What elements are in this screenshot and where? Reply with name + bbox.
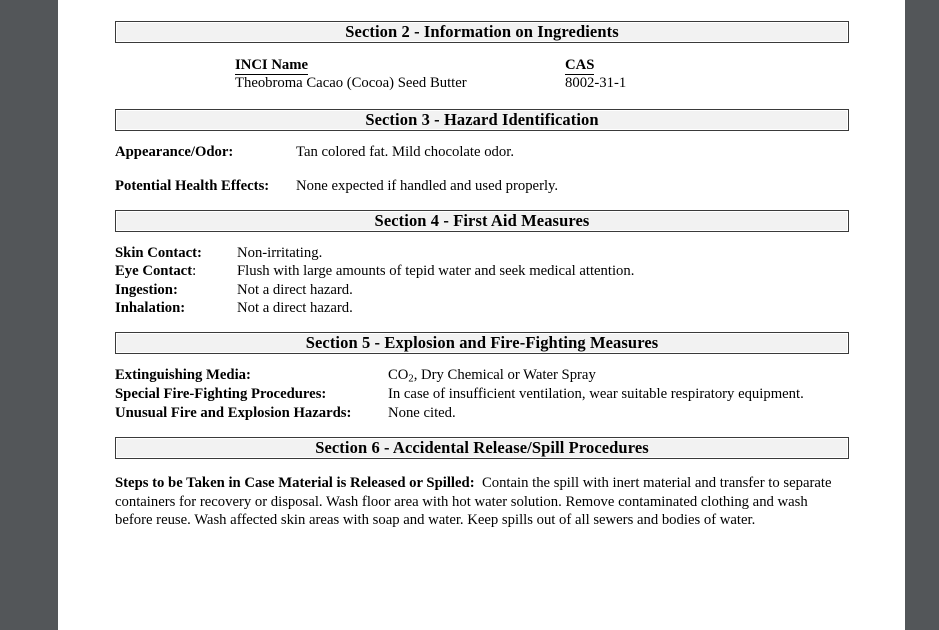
special-fire-fighting-procedures-label: Special Fire-Fighting Procedures: <box>115 386 327 403</box>
unusual-fire-explosion-hazards-value: None cited. <box>388 404 456 421</box>
potential-health-effects-value: None expected if handled and used properly. <box>296 177 559 194</box>
skin-contact-value: Non-irritating. <box>237 245 323 262</box>
potential-health-effects-label: Potential Health Effects: <box>115 177 270 194</box>
spill-procedures-paragraph <box>115 474 846 530</box>
extinguishing-media-label: Extinguishing Media: <box>115 367 251 383</box>
ingredient-name-value: Theobroma Cacao (Cocoa) Seed Butter <box>235 75 467 92</box>
hazard-identification-list <box>115 143 849 195</box>
list-item <box>115 143 849 161</box>
list-item <box>115 262 849 280</box>
spacer-after-section-3 <box>115 195 849 210</box>
appearance-odor-value: Tan colored fat. Mild chocolate odor. <box>296 143 514 160</box>
spill-procedures-label: Steps to be Taken in Case Material is Released or Spilled: <box>115 474 475 491</box>
section-header-2: Section 2 - Information on Ingredients <box>115 21 849 43</box>
inhalation-value: Not a direct hazard. <box>237 299 353 316</box>
column-header-inci-name: INCI Name <box>235 57 308 75</box>
table-header-row <box>235 57 849 75</box>
fire-fighting-measures-list <box>115 366 849 422</box>
extinguishing-media-value-prefix: CO <box>388 367 409 383</box>
extinguishing-media-value-subscript: 2 <box>408 373 414 385</box>
inhalation-label: Inhalation: <box>115 299 186 316</box>
list-item <box>115 177 849 195</box>
extinguishing-media-value <box>388 366 849 385</box>
table-col-cas <box>565 57 765 75</box>
list-item <box>115 366 849 385</box>
section-header-4: Section 4 - First Aid Measures <box>115 210 849 232</box>
table-cell-inci-name <box>235 75 565 92</box>
eye-contact-label <box>115 262 237 280</box>
section-header-5: Section 5 - Explosion and Fire-Fighting Measures <box>115 332 849 354</box>
cas-number-value: 8002-31-1 <box>565 75 627 92</box>
eye-contact-value: Flush with large amounts of tepid water and seek medical attention. <box>237 263 635 280</box>
spacer-after-section-5 <box>115 422 849 437</box>
table-cell-cas <box>565 75 765 92</box>
page-content <box>115 21 849 530</box>
section-header-3: Section 3 - Hazard Identification <box>115 109 849 131</box>
table-col-inci-name <box>235 57 565 75</box>
document-page <box>58 0 905 630</box>
list-item <box>115 299 849 317</box>
list-item <box>115 244 849 262</box>
list-item <box>115 385 849 403</box>
spacer-after-section-4 <box>115 317 849 332</box>
eye-contact-label-colon: : <box>192 263 197 280</box>
ingestion-value: Not a direct hazard. <box>237 281 353 298</box>
eye-contact-label-text: Eye Contact <box>115 263 193 280</box>
appearance-odor-label: Appearance/Odor: <box>115 143 234 160</box>
list-item <box>115 404 849 422</box>
column-header-cas: CAS <box>565 57 594 75</box>
table-row <box>235 75 849 92</box>
skin-contact-label: Skin Contact: <box>115 245 202 262</box>
special-fire-fighting-procedures-value: In case of insufficient ventilation, wear suitable respiratory equipment. <box>388 386 804 403</box>
ingestion-label: Ingestion: <box>115 281 178 298</box>
section-header-6: Section 6 - Accidental Release/Spill Procedures <box>115 437 849 459</box>
ingredients-table <box>235 57 849 93</box>
extinguishing-media-value-suffix: , Dry Chemical or Water Spray <box>413 367 596 383</box>
list-item <box>115 281 849 299</box>
first-aid-measures-list <box>115 244 849 317</box>
spill-procedures-text: Contain the spill with inert material and transfer to separate containers for recovery or disposal. Wash floor area with hot water solution. Remove contaminated clothing and wash before reuse. Wash affected skin areas with soap and water. Keep spills out of all sewers and bodies of water. <box>115 474 832 529</box>
spacer-after-section-2 <box>115 93 849 109</box>
unusual-fire-explosion-hazards-label: Unusual Fire and Explosion Hazards: <box>115 404 352 421</box>
